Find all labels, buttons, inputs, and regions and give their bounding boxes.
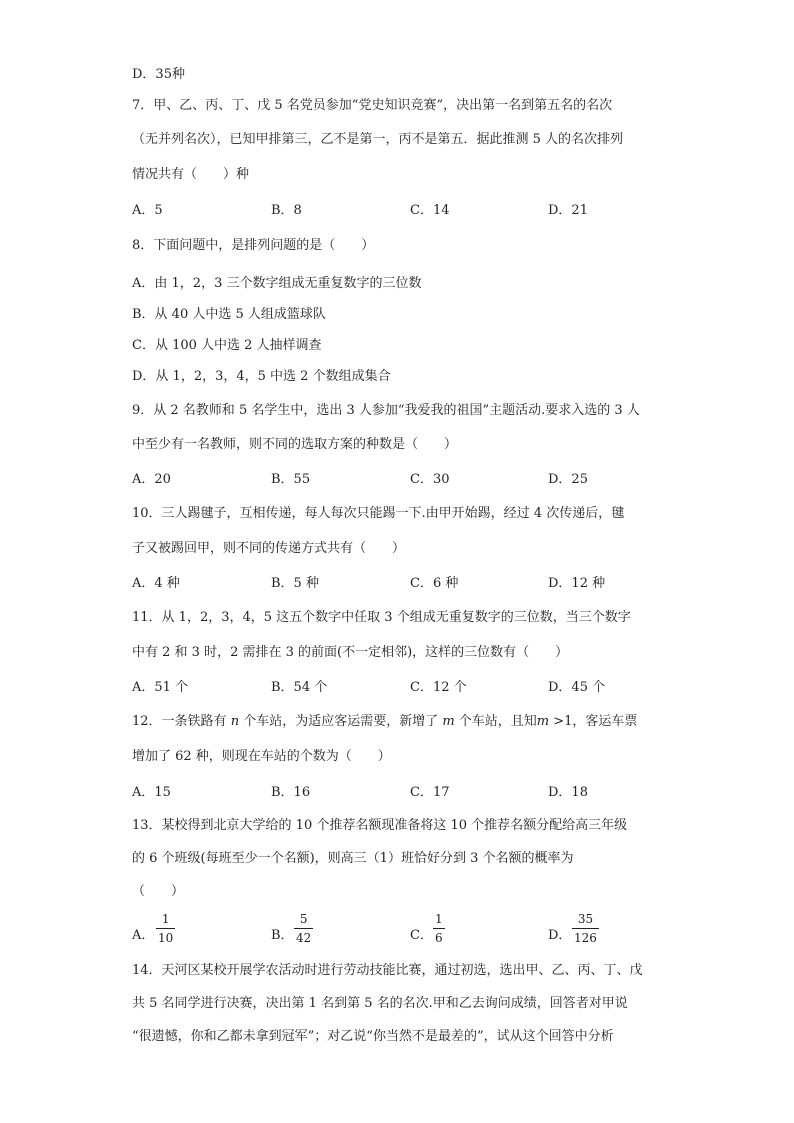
fraction-bar [433,928,445,929]
q13-option-c-label: C． [410,928,433,943]
q10-option-d: D．12 种 [548,576,606,591]
q7-option-d: D．21 [548,203,588,218]
q7-option-b: B．8 [271,203,302,218]
q9-option-c: C．30 [410,472,450,487]
q13-stem-line2: 的 6 个班级(每班至少一个名额)，则高三（1）班恰好分到 3 个名额的概率为 [132,851,574,866]
q13-option-c-fraction [433,911,445,946]
q7-option-a: A．5 [132,203,163,218]
q10-option-c: C．6 种 [410,576,459,591]
q13-option-d-label: D． [548,928,572,943]
q13-option-c-numerator: 1 [435,912,443,926]
q12-var-n: n [230,714,240,729]
q7-option-c: C．14 [410,203,450,218]
q9-stem-line2: 中至少有一名教师，则不同的选取方案的种数是（ ） [132,437,458,452]
q13-option-d-denominator: 126 [574,931,597,945]
q12-option-a: A．15 [132,785,171,800]
q11-option-c: C．12 个 [410,680,467,695]
q12-var-m: m [442,714,455,729]
q8-choice-b: B．从 40 人中选 5 人组成篮球队 [132,307,326,322]
q13-option-a-fraction [156,911,175,946]
q8-choice-d: D．从 1，2，3，4，5 中选 2 个数组成集合 [132,369,391,384]
q13-option-d-fraction [572,911,599,946]
q13-option-d-numerator: 35 [577,912,594,926]
q10-option-a: A．4 种 [132,576,180,591]
q14-stem-line1: 14．天河区某校开展学农活动时进行劳动技能比赛，通过初选，选出甲、乙、丙、丁、戊 [132,963,643,978]
q13-option-b-denominator: 42 [296,931,312,945]
q10-option-b: B．5 种 [271,576,319,591]
q11-option-a: A．51 个 [132,680,189,695]
q13-option-b-numerator: 5 [299,912,308,926]
q12-text-c: 个车站，且知 [454,714,537,729]
q9-option-d: D．25 [548,472,588,487]
q14-stem-line2: 共 5 名同学进行决赛，决出第 1 名到第 5 名的名次.甲和乙去询问成绩，回答者对甲说 [132,996,628,1011]
q8-stem: 8．下面问题中，是排列问题的是（ ） [132,238,375,253]
q12-stem-line1 [132,713,637,731]
q11-option-d: D．45 个 [548,680,606,695]
q11-stem-line2: 中有 2 和 3 时，2 需排在 3 的前面(不一定相邻)，这样的三位数有（ ） [132,645,569,660]
fraction-bar [572,928,599,929]
fraction-bar [156,928,175,929]
q8-choice-a: A．由 1，2，3 三个数字组成无重复数字的三位数 [132,276,422,291]
q12-cond-rest: >1，客运车票 [549,714,638,729]
q13-option-b-label: B． [271,928,294,943]
q10-stem-line2: 子又被踢回甲，则不同的传递方式共有（ ） [132,541,406,556]
q7-stem-line2: （无并列名次），已知甲排第三，乙不是第一，丙不是第五．据此推测 5 人的名次排列 [132,132,624,147]
q7-stem-line3: 情况共有（ ）种 [132,167,250,182]
q12-option-d: D．18 [548,785,588,800]
q9-option-b: B．55 [271,472,311,487]
q11-stem-line1: 11．从 1，2，3，4，5 这五个数字中任取 3 个组成无重复数字的三位数，当三个数字 [132,610,631,625]
q12-text-a: 12．一条铁路有 [132,714,231,729]
q12-stem-line2: 增加了 62 种，则现在车站的个数为（ ） [132,749,391,764]
q13-option-c-denominator: 6 [435,931,443,945]
q9-stem-line1: 9．从 2 名教师和 5 名学生中，选出 3 人参加“我爱我的祖国”主题活动.要求入选的 3 人 [132,403,640,418]
q9-option-a: A．20 [132,472,171,487]
q12-option-c: C．17 [410,785,450,800]
q8-choice-c: C．从 100 人中选 2 人抽样调查 [132,338,322,353]
q13-option-a-label: A． [132,928,155,943]
q13-option-a-numerator: 1 [161,912,170,926]
q10-stem-line1: 10．三人踢毽子，互相传递，每人每次只能踢一下.由甲开始踢，经过 4 次传递后，毽 [132,506,625,521]
prev-question-option-d: D．35种 [132,67,185,82]
q13-option-a-denominator: 10 [158,931,174,945]
q13-option-b-fraction [294,911,313,946]
q7-stem-line1: 7．甲、乙、丙、丁、戊 5 名党员参加“党史知识竞赛”，决出第一名到第五名的名次 [132,98,613,113]
q11-option-b: B．54 个 [271,680,328,695]
q14-stem-line3: “很遗憾，你和乙都未拿到冠军”；对乙说“你当然不是最差的”，试从这个回答中分析 [132,1029,614,1044]
fraction-bar [294,928,313,929]
q12-cond-var: m [536,714,550,729]
q13-stem-line1: 13．某校得到北京大学给的 10 个推荐名额现准备将这 10 个推荐名额分配给高三年级 [132,818,628,833]
q12-text-b: 个车站，为适应客运需要，新增了 [239,714,443,729]
q13-stem-line3: （ ） [132,884,185,899]
q12-option-b: B．16 [271,785,311,800]
